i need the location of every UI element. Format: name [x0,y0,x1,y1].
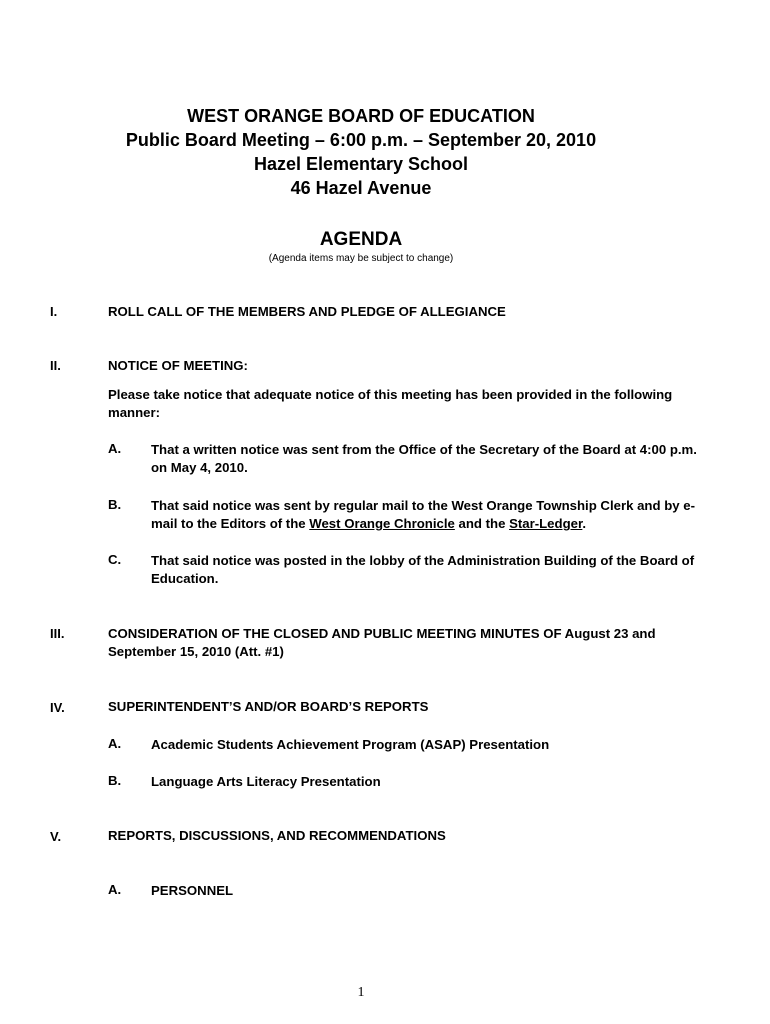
school-address: 46 Hazel Avenue [290,178,432,198]
west-orange-chronicle-link: West Orange Chronicle [309,516,455,531]
section-heading-recommendations: REPORTS, DISCUSSIONS, AND RECOMMENDATIONS [108,828,446,843]
report-item-literacy: Language Arts Literacy Presentation [151,774,381,789]
section-numeral-5: V. [50,829,62,844]
section-heading-reports: SUPERINTENDENT’S AND/OR BOARD’S REPORTS [108,699,429,714]
section-heading-minutes: CONSIDERATION OF THE CLOSED AND PUBLIC MEETING MINUTES OF August 23 and September 15, 2010 (Att. #1) [108,626,656,659]
notice-item-letter-c: C. [108,552,122,567]
agenda-title: AGENDA [319,229,403,250]
notice-item-b-mid: and the [454,516,510,531]
notice-item-b [151,497,707,533]
notice-item-c: That said notice was posted in the lobby of the Administration Building of the Board of Education. [151,553,695,586]
document-header [0,104,722,200]
notice-item-a: That a written notice was sent from the Office of the Secretary of the Board at 4:00 p.m. on May 4, 2010. [151,442,697,475]
section-heading-roll-call: ROLL CALL OF THE MEMBERS AND PLEDGE OF ALLEGIANCE [108,304,506,319]
section-numeral-1: I. [50,304,58,319]
school-name: Hazel Elementary School [253,154,469,174]
section-heading-notice: NOTICE OF MEETING: [108,358,248,373]
organization-title: WEST ORANGE BOARD OF EDUCATION [187,106,535,126]
recommendation-item-letter-a: A. [108,882,122,897]
notice-item-b-end: . [582,516,587,531]
report-item-letter-a: A. [108,736,122,751]
star-ledger-link: Star-Ledger [509,516,583,531]
agenda-subtitle: (Agenda items may be subject to change) [268,253,454,264]
section-numeral-3: III. [50,626,65,641]
report-item-letter-b: B. [108,773,122,788]
page-number: 1 [357,985,365,1000]
report-item-asap: Academic Students Achievement Program (ASAP) Presentation [151,737,550,752]
recommendation-item-personnel: PERSONNEL [151,883,234,898]
notice-item-b-text: That said notice was sent by regular mail to the West Orange Township Clerk and by e-mail to the Editors of the [151,498,695,531]
notice-item-letter-a: A. [108,441,122,456]
section-numeral-2: II. [50,358,61,373]
notice-paragraph: Please take notice that adequate notice of this meeting has been provided in the following manner: [108,387,673,420]
meeting-line: Public Board Meeting – 6:00 p.m. – September 20, 2010 [125,130,597,150]
section-numeral-4: IV. [50,700,65,715]
notice-item-letter-b: B. [108,497,122,512]
